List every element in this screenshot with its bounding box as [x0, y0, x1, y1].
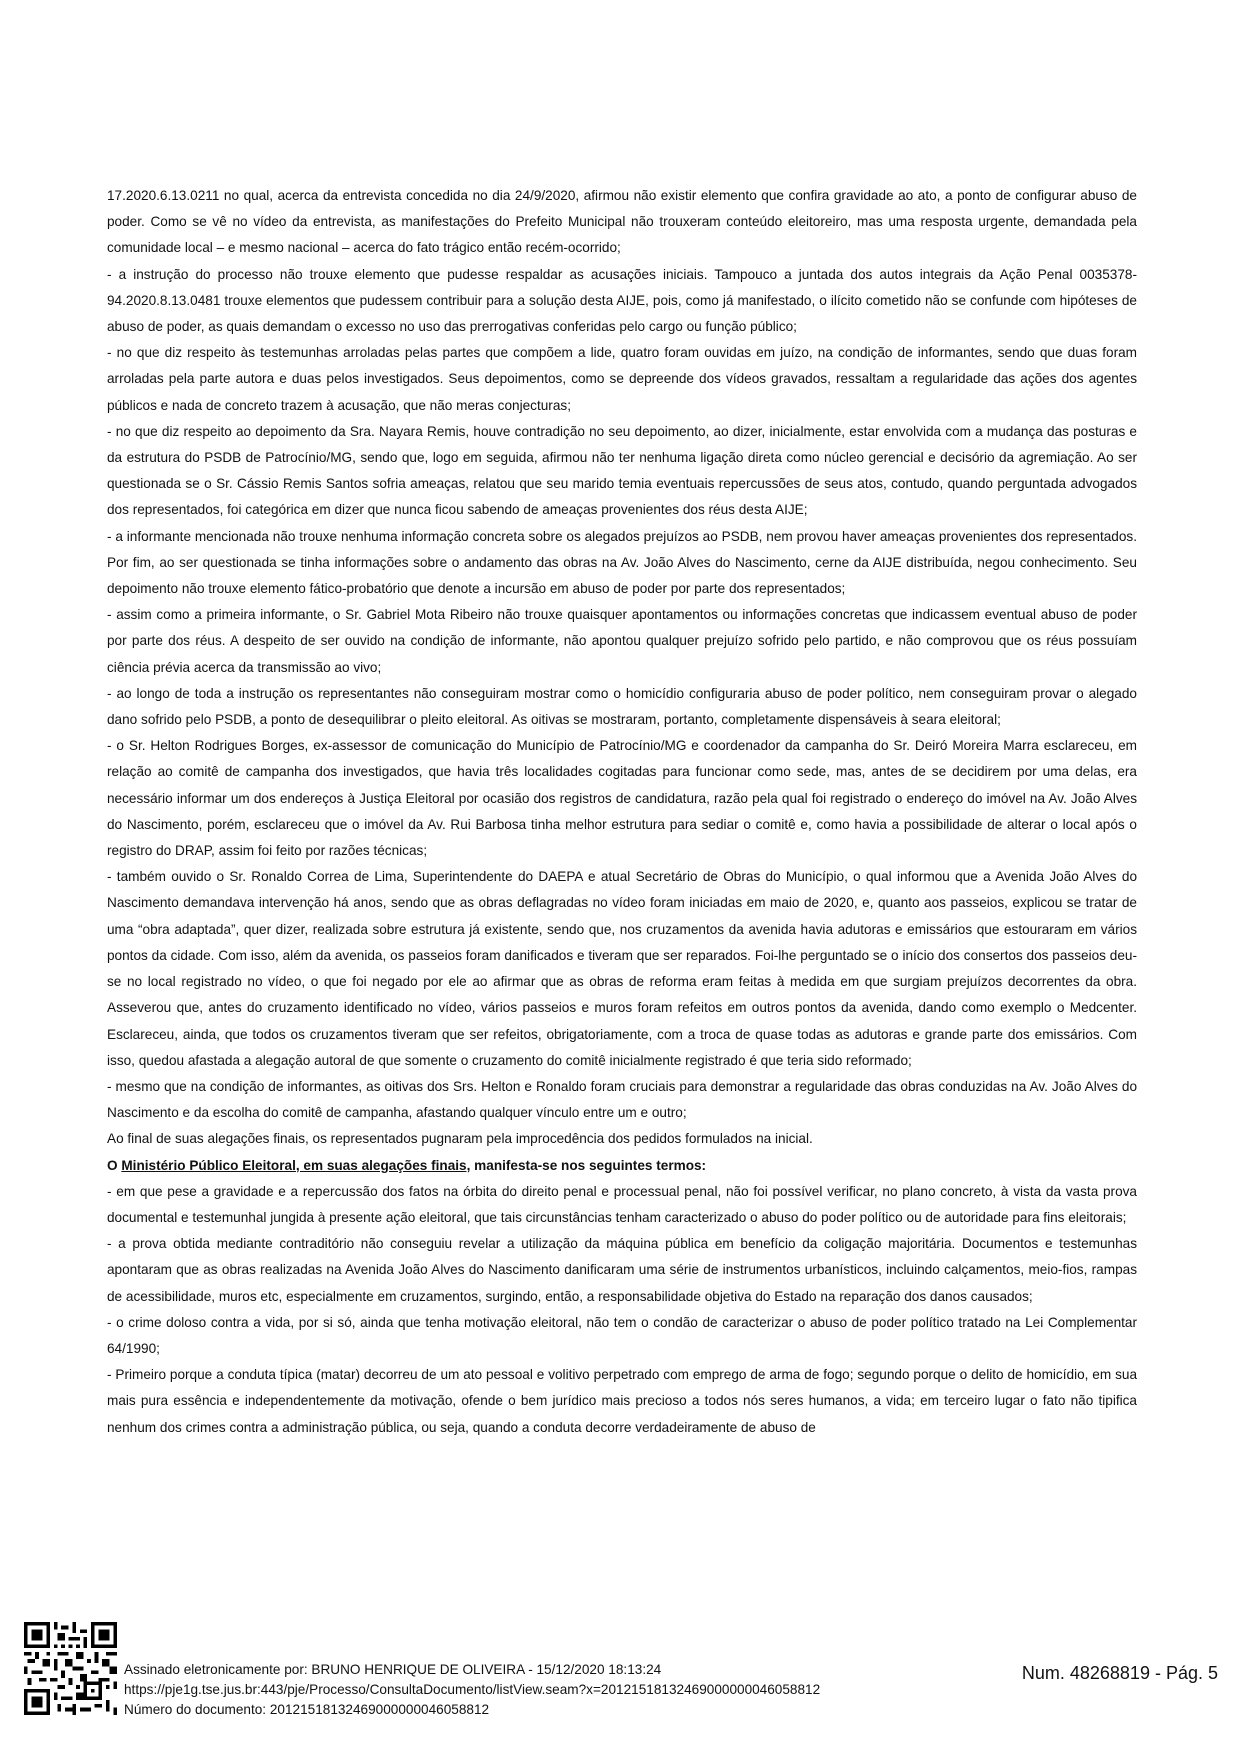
paragraph: - mesmo que na condição de informantes, as oitivas dos Srs. Helton e Ronaldo foram cruciais para demonstrar a regularidade das obras conduzidas na Av. João Alves do Nascimento e da escolha do comitê de campanha, afastando qualquer vínculo entre um e outro;: [107, 1078, 1137, 1121]
page-reference: Num. 48268819 - Pág. 5: [1021, 1663, 1218, 1683]
qr-code-icon: [24, 1622, 117, 1715]
paragraph: - assim como a primeira informante, o Sr. Gabriel Mota Ribeiro não trouxe quaisquer apontamentos ou informações concretas que indicassem eventual abuso de poder por parte dos réus. A despeito de ser ouvido na condição de informante, não apontou qualquer prejuízo sofrido pelo partido, e não comprovou que os réus possuíam ciência prévia acerca da transmissão ao vivo;: [107, 607, 1137, 675]
document-number: Número do documento: 20121518132469000000046058812: [124, 1702, 490, 1717]
document-body: [107, 183, 1137, 1441]
section-heading: [107, 1153, 1137, 1179]
heading-prefix: O: [107, 1157, 122, 1173]
paragraph: Ao final de suas alegações finais, os representados pugnaram pela improcedência dos pedidos formulados na inicial.: [107, 1131, 813, 1147]
paragraph: - a informante mencionada não trouxe nenhuma informação concreta sobre os alegados prejuízos ao PSDB, nem provou haver ameaças provenientes dos representados. Por fim, ao ser questionada se tinha informações sobre o andamento das obras na Av. João Alves do Nascimento, cerne da AIJE distribuída, negou conhecimento. Seu depoimento não trouxe elemento fático-probatório que denote a incursão em abuso de poder por parte dos representados;: [107, 528, 1137, 597]
paragraph: 17.2020.6.13.0211 no qual, acerca da entrevista concedida no dia 24/9/2020, afirmou não existir elemento que confira gravidade ao ato, a ponto de configurar abuso de poder. Como se vê no vídeo da entrevista, as manifestações do Prefeito Municipal não trouxeram conteúdo eleitoreiro, mas uma resposta urgente, demandada pela comunidade local – e mesmo nacional – acerca do fato trágico então recém-ocorrido;: [107, 188, 1137, 256]
paragraph: - a prova obtida mediante contraditório não conseguiu revelar a utilização da máquina pública em benefício da coligação majoritária. Documentos e testemunhas apontaram que as obras realizadas na Avenida João Alves do Nascimento danificaram uma série de instrumentos urbanísticos, incluindo calçamentos, meio-fios, rampas de acessibilidade, muros etc, especialmente em cruzamentos, surgindo, então, a responsabilidade objetiva do Estado na reparação dos danos causados;: [107, 1236, 1137, 1304]
heading-underlined: Ministério Público Eleitoral, em suas alegações finais,: [121, 1157, 471, 1173]
document-url[interactable]: https://pje1g.tse.jus.br:443/pje/Processo/ConsultaDocumento/listView.seam?x=20121518132469000000046058812: [124, 1682, 821, 1697]
paragraph: - também ouvido o Sr. Ronaldo Correa de Lima, Superintendente do DAEPA e atual Secretário de Obras do Município, o qual informou que a Avenida João Alves do Nascimento demandava intervenção há anos, sendo que as obras deflagradas no vídeo foram iniciadas em maio de 2020, e, quanto aos passeios, explicou se tratar de uma “obra adaptada”, quer dizer, realizada sobre estrutura já existente, sendo que, nos cruzamentos da avenida havia adutoras e emissários que estouraram em vários pontos da cidade. Com isso, além da avenida, os passeios foram danificados e tiveram que ser reparados. Foi-lhe perguntado se o início dos consertos dos passeios deu-se no local registrado no vídeo, o que foi negado por ele ao afirmar que as obras de reforma eram feitas à medida em que surgiam prejuízos decorrentes da obra. Asseverou que, antes do cruzamento identificado no vídeo, vários passeios e muros foram refeitos em outros pontos da avenida, dando como exemplo o Medcenter. Esclareceu, ainda, que todos os cruzamentos tiveram que ser refeitos, obrigatoriamente, com a troca de quase todas as adutoras e grande parte dos emissários. Com isso, quedou afastada a alegação autoral de que somente o cruzamento do comitê inicialmente registrado é que teria sido reformado;: [107, 869, 1137, 1068]
paragraph: - ao longo de toda a instrução os representantes não conseguiram mostrar como o homicídio configuraria abuso de poder político, nem conseguiram provar o alegado dano sofrido pelo PSDB, a ponto de desequilibrar o pleito eleitoral. As oitivas se mostraram, portanto, completamente dispensáveis à seara eleitoral;: [107, 685, 1137, 728]
paragraph: - o Sr. Helton Rodrigues Borges, ex-assessor de comunicação do Município de Patrocínio/MG e coordenador da campanha do Sr. Deiró Moreira Marra esclareceu, em relação ao comitê de campanha dos investigados, que havia três localidades cogitadas para funcionar como sede, mas, antes de se decidirem por uma delas, era necessário informar um dos endereços à Justiça Eleitoral por ocasião dos registros de candidatura, razão pela qual foi registrado o endereço do imóvel na Av. João Alves do Nascimento, porém, esclareceu que o imóvel da Av. Rui Barbosa tinha melhor estrutura para sediar o comitê e, como havia a possibilidade de alterar o local após o registro do DRAP, assim foi feito por razões técnicas;: [107, 738, 1137, 859]
signed-by-text: Assinado eletronicamente por: BRUNO HENRIQUE DE OLIVEIRA - 15/12/2020 18:13:24: [124, 1662, 662, 1677]
paragraph: - no que diz respeito às testemunhas arroladas pelas partes que compõem a lide, quatro foram ouvidas em juízo, na condição de informantes, sendo que duas foram arroladas pela parte autora e duas pelos investigados. Seus depoimentos, como se depreende dos vídeos gravados, ressaltam a regularidade das ações dos agentes públicos e nada de concreto trazem à acusação, que não meras conjecturas;: [107, 345, 1137, 413]
paragraph: - no que diz respeito ao depoimento da Sra. Nayara Remis, houve contradição no seu depoimento, ao dizer, inicialmente, estar envolvida com a mudança das posturas e da estrutura do PSDB de Patrocínio/MG, sendo que, logo em seguida, afirmou não ter nenhuma ligação direta como núcleo gerencial e decisório da agremiação. Ao ser questionada se o Sr. Cássio Remis Santos sofria ameaças, relatou que seu marido temia eventuais repercussões de seus atos, contudo, quando perguntada advogados dos representados, foi categórica em dizer que nunca ficou sabendo de ameaças provenientes dos réus desta AIJE;: [107, 423, 1137, 518]
paragraph: - o crime doloso contra a vida, por si só, ainda que tenha motivação eleitoral, não tem o condão de caracterizar o abuso de poder político tratado na Lei Complementar 64/1990;: [107, 1314, 1137, 1356]
signature-footer: [124, 1660, 820, 1720]
paragraph: - em que pese a gravidade e a repercussão dos fatos na órbita do direito penal e processual penal, não foi possível verificar, no plano concreto, à vista da vasta prova documental e testemunhal jungida à presente ação eleitoral, que tais circunstâncias tenham caracterizado o abuso do poder político ou de autoridade para fins eleitorais;: [107, 1183, 1137, 1225]
heading-suffix: manifesta-se nos seguintes termos:: [470, 1157, 707, 1173]
paragraph: - Primeiro porque a conduta típica (matar) decorreu de um ato pessoal e volitivo perpetrado com emprego de arma de fogo; segundo porque o delito de homicídio, em sua mais pura essência e independentemente da motivação, ofende o bem jurídico mais precioso a todos nós seres humanos, a vida; em terceiro lugar o fato não tipifica nenhum dos crimes contra a administração pública, ou seja, quando a conduta decorre verdadeiramente de abuso de: [107, 1367, 1137, 1435]
paragraph: - a instrução do processo não trouxe elemento que pudesse respaldar as acusações iniciais. Tampouco a juntada dos autos integrais da Ação Penal 0035378-94.2020.8.13.0481 trouxe elementos que pudessem contribuir para a solução desta AIJE, pois, como já manifestado, o ilícito cometido não se confunde com hipóteses de abuso de poder, as quais demandam o excesso no uso das prerrogativas conferidas pelo cargo ou função público;: [107, 266, 1137, 335]
